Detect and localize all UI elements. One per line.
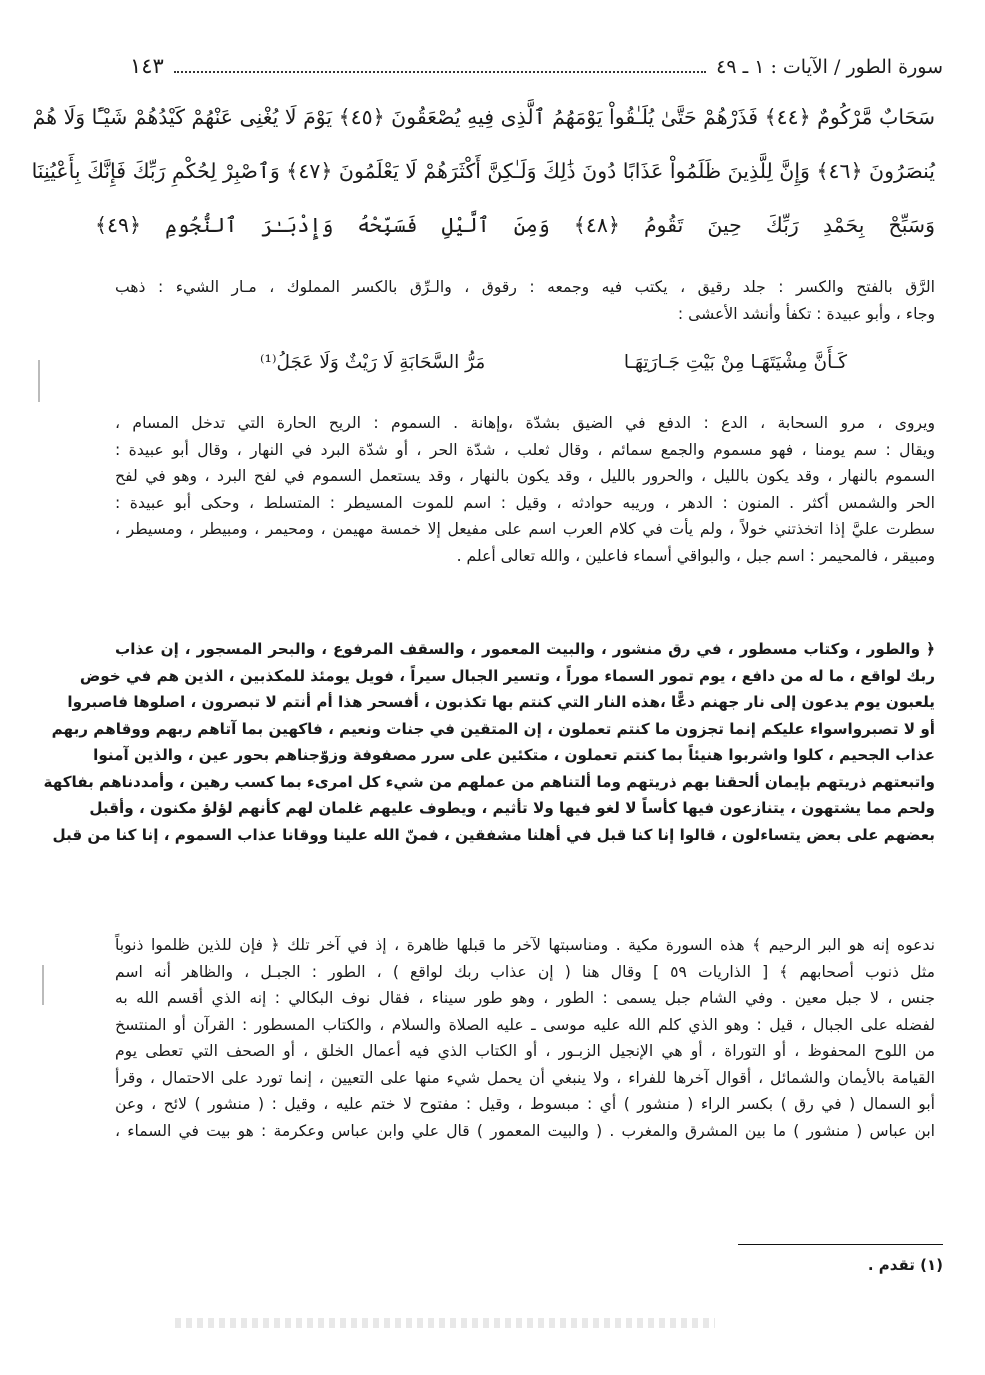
text-line: الرَّق بالفتح والكسر : جلد رقيق ، يكتب فيه وجمعه : رقوق ، والـرِّق بالكسر المملوك ، مـار الشيء : ذهب (115, 278, 935, 296)
quran-verses (31, 90, 936, 252)
text-line: من اللوح المحفوظ ، أو التوراة ، أو هي الإنجيل الزبـور ، أو الكتاب الذي فيه أعمال الخلق ، أو الصحف التي تعطى يوم (115, 1042, 935, 1060)
verse-line: وَسَبِّحْ بِحَمْدِ رَبِّكَ حِينَ تَقُومُ ﴿٤٨﴾ وَمِنَ ٱلَّيْلِ فَسَبِّحْهُ وَإِدْبَـٰرَ ٱلنُّجُومِ ﴿٤٩﴾ (95, 213, 936, 237)
text-line: ندعوه إنه هو البر الرحيم ﴾ هذه السورة مكية . ومناسبتها لآخر ما قبلها ظاهرة ، إذ في آخر تلك ﴿ فإن للذين ظلموا ذنوباً (115, 936, 935, 954)
scan-margin-mark (38, 360, 40, 402)
page-number: ١٤٣ (130, 54, 164, 78)
text-line: لفضله على الجبال ، قيل : وهو الذي كلم الله عليه موسى ـ عليه الصلاة والسلام ، والكتاب المسطور : القرآن أو المنتسخ (115, 1015, 935, 1034)
vocabulary-gloss-2 (115, 410, 935, 569)
poem-second-hemistich: مَرُّ السَّحَابَةِ لَا رَيْثٌ وَلَا عَجَلُ⁽¹⁾ (260, 352, 486, 373)
text-line: ربك لواقع ، ما له من دافع ، يوم تمور السماء موراً ، وتسير الجبال سيراً ، فويل يومئذ للمكذبين ، الذين هم في خوض (79, 666, 935, 685)
text-line: ويروى ، مرو السحابة ، الدع : الدفع في الضيق بشدّة ،وإهانة . السموم : الريح الحارة التي تدخل المسام ، (115, 414, 935, 432)
text-line: أو لا تصبرواسواء عليكم إنما تجزون ما كنتم تعملون ، إن المتقين في جنات ونعيم ، فاكهين بما آتاهم ربهم ووقاهم ربهم (51, 719, 935, 738)
scan-margin-mark (42, 965, 44, 1005)
text-line: بعضهم على بعض يتساءلون ، قالوا إنا كنا قبل في أهلنا مشفقين ، فمنّ الله علينا ووقانا عذاب السموم ، إنا كنا من قبل (52, 825, 935, 844)
text-line: جنس ، لا جبل معين . وفي الشام جبل يسمى : الطور ، وهو طور سيناء ، فقال نوف البكالي : إنه الذي أقسم الله به (115, 989, 935, 1007)
poem-first-hemistich: كَـأَنَّ مِشْيَتَهَـا مِنْ بَيْتِ جَـارَتِهَـا (623, 352, 847, 373)
footnote-separator (738, 1244, 943, 1245)
vocabulary-gloss-1 (115, 274, 935, 327)
running-header (130, 54, 943, 82)
footnote: (١) تقدم . (867, 1256, 943, 1274)
text-line: الحر والشمس أكثر . المنون : الدهر ، وريبه حوادثه ، وقيل : اسم للموت المسيطر : المتسلط ، وحكى أبو عبيدة : (115, 493, 935, 512)
verse-line: يُنصَرُونَ ﴿٤٦﴾ وَإِنَّ لِلَّذِينَ ظَلَمُواْ عَذَابًا دُونَ ذَٰلِكَ وَلَـٰكِنَّ أَكْثَرَهُمْ لَا يَعْلَمُونَ ﴿٤٧﴾ وَٱصْبِرْ لِحُكْمِ رَبِّكَ فَإِنَّكَ بِأَعْيُنِنَا (31, 159, 935, 183)
text-line: وجاء ، وأبو عبيدة : تكفأ وأنشد الأعشى : (677, 304, 935, 323)
text-line: واتبعتهم ذريتهم بإيمان ألحقنا بهم ذريتهم وما ألتناهم من عملهم من شيء كل امرىء بما كسب رهين ، وأمددناهم بفاكهة (43, 772, 935, 791)
text-line: عذاب الجحيم ، كلوا واشربوا هنيئاً بما كنتم تعملون ، متكئين على سرر مصفوفة وزوّجناهم بحور عين ، والذين آمنوا (93, 746, 935, 764)
text-line: السموم بالنهار ، وقد يكون بالليل ، والحرور بالليل ، وقد يكون بالنهار ، وقد يستعمل السموم في لفح البرد ، وهو في لفح (115, 467, 935, 485)
text-line: أبو السمال ( في رق ) بكسر الراء ( منشور ) أي : مبسوط ، وقيل : مفتوح لا ختم عليه ، وقيل : ( منشور ) لائح ، وعن (115, 1095, 935, 1113)
text-line: سطرت عليَّ إذا اتخذتني خولاً ، ولم يأت في كلام العرب اسم على مفيعل إلا خمسة مهيمن ، ومحيمر ، ومبيطر ، ومسيطر ، (115, 520, 935, 538)
text-line: مثل ذنوب أصحابهم ﴾ [ الذاريات ٥٩ ] وقال هنا ( إن عذاب ربك لواقع ) ، الطور : الجبـل ، والظاهر أنه اسم (115, 962, 935, 981)
quran-passage-bold (43, 636, 935, 848)
poetry-verse (260, 352, 847, 386)
dotted-leader (174, 71, 706, 73)
commentary (115, 932, 935, 1144)
verse-line: سَحَابٌ مَّرْكُومٌ ﴿٤٤﴾ فَذَرْهُمْ حَتَّىٰ يُلَـٰقُواْ يَوْمَهُمُ ٱلَّذِى فِيهِ يُصْعَقُونَ ﴿٤٥﴾ يَوْمَ لَا يُغْنِى عَنْهُمْ كَيْدُهُمْ شَيْـًٔا وَلَا هُمْ (32, 105, 935, 129)
text-line: ابن عباس ( منشور ) ما بين المشرق والمغرب . ( والبيت المعمور ) قال علي وابن عباس وعكرمة : هو بيت في السماء ، (115, 1121, 935, 1140)
surah-title: سورة الطور / الآيات : ١ ـ ٤٩ (716, 56, 943, 78)
text-line: القيامة بالأيمان والشمائل ، أقوال آخرها للفراء ، ولا ينبغي أن يحمل شيء منها على التعيين ، إنما تورد على الاحتمال ، وقرأ (115, 1068, 935, 1087)
text-line: يلعبون يوم يدعون إلى نار جهنم دعًّا ،هذه النار التي كنتم بها تكذبون ، أفسحر هذا أم أنتم لا تبصرون ، اصلوها فاصبروا (67, 693, 935, 711)
text-line: ولحم مما يشتهون ، يتنازعون فيها كأساً لا لغو فيها ولا تأثيم ، ويطوف عليهم غلمان لهم كأنهم لؤلؤ مكنون ، وأقبل (89, 799, 935, 817)
scan-artifact (175, 1318, 715, 1328)
text-line: ومبيقر ، فالمحيمر : اسم جبل ، والبواقي أسماء فاعلين ، والله تعالى أعلم . (456, 546, 935, 565)
text-line: ويقال : سم يومنا ، فهو مسموم والجمع سمائم ، وقال ثعلب ، شدّة الحر ، أو شدّة البرد في النهار ، وقال أبو عبيدة : (115, 440, 935, 459)
text-line: ﴿ والطور ، وكتاب مسطور ، في رق منشور ، والبيت المعمور ، والسقف المرفوع ، والبحر المسجور ، إن عذاب (115, 640, 935, 658)
